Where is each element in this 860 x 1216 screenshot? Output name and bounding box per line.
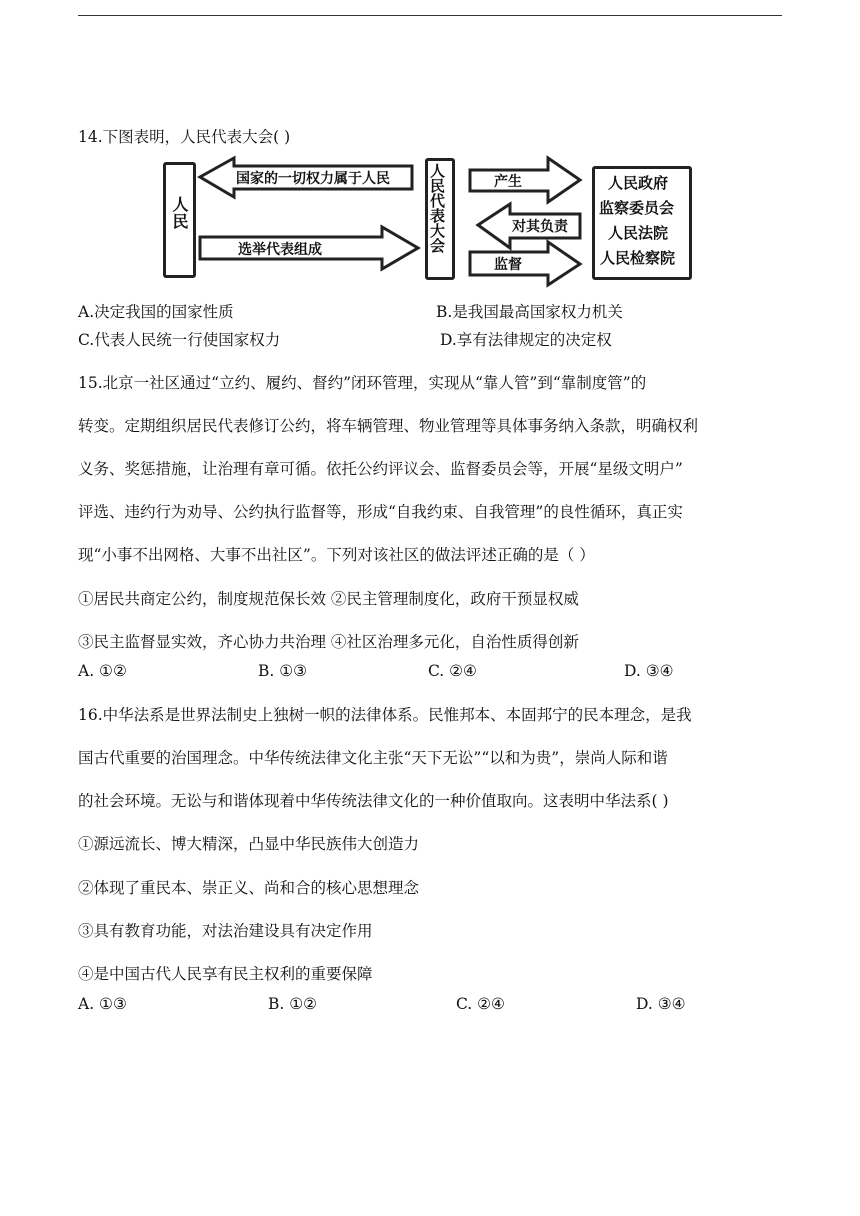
q15-stem-line-3: 义务、奖惩措施，让治理有章可循。依托公约评议会、监督委员会等，开展“星级文明户” [78,460,683,478]
q16-option-d[interactable]: D. ③④ [636,995,686,1013]
q14-option-b[interactable]: B.是我国最高国家权力机关 [436,303,623,321]
organ-supervision: 监察委员会 [599,199,675,217]
people-label: 人民 [170,196,189,230]
q14-option-d[interactable]: D.享有法律规定的决定权 [440,331,612,349]
arrow-bottom-label: 选举代表组成 [238,242,322,258]
q16-item-1: ①源远流长、博大精深，凸显中华民族伟大创造力 [78,835,420,853]
q16-stem-line-2: 国古代重要的治国理念。中华传统法律文化主张“天下无讼”“以和为贵”，崇尚人际和谐 [78,749,668,767]
arrow-supervise [470,242,580,285]
q15-stem-line-4: 评选、违约行为劝导、公约执行监督等，形成“自我约束、自我管理”的良性循环，真正实 [78,503,683,521]
q15-stem-line-5: 现“小事不出网格、大事不出社区”。下列对该社区的做法评述正确的是（ ） [78,546,595,564]
q14-option-c[interactable]: C.代表人民统一行使国家权力 [78,331,281,349]
q16-option-b[interactable]: B. ①② [268,995,318,1013]
supervise-label: 监督 [494,257,522,273]
q14-stem: 14.下图表明，人民代表大会( ) [78,128,291,146]
organ-government: 人民政府 [608,174,669,192]
produce-label: 产生 [494,174,522,190]
responsible-label: 对其负责 [512,219,568,235]
q15-option-d[interactable]: D. ③④ [624,662,674,680]
q15-option-c[interactable]: C. ②④ [428,662,477,680]
q16-stem-line-1: 16.中华法系是世界法制史上独树一帜的法律体系。民惟邦本、本固邦宁的民本理念，是我 [78,706,692,724]
organ-procuratorate: 人民检察院 [600,249,676,267]
q15-option-b[interactable]: B. ①③ [258,662,308,680]
q15-stem-line-1: 15.北京一社区通过“立约、履约、督约”闭环管理，实现从“靠人管”到“靠制度管”的 [78,374,647,392]
q15-option-a[interactable]: A. ①② [78,662,127,680]
q16-item-2: ②体现了重民本、崇正义、尚和合的核心思想理念 [78,879,420,897]
q15-item-row-2: ③民主监督显实效，齐心协力共治理 ④社区治理多元化，自治性质得创新 [78,633,579,651]
q15-item-row-1: ①居民共商定公约，制度规范保长效 ②民主管理制度化，政府干预显权威 [78,590,579,608]
q16-stem-line-3: 的社会环境。无讼与和谐体现着中华传统法律文化的一种价值取向。这表明中华法系( ) [78,792,669,810]
q16-option-a[interactable]: A. ①③ [78,995,127,1013]
congress-label: 人民代表大会 [428,163,446,253]
q15-stem-line-2: 转变。定期组织居民代表修订公约，将车辆管理、物业管理等具体事务纳入条款，明确权利 [78,417,699,435]
arrow-top-label: 国家的一切权力属于人民 [236,171,390,187]
q16-option-c[interactable]: C. ②④ [456,995,505,1013]
q16-item-4: ④是中国古代人民享有民主权利的重要保障 [78,965,373,983]
organ-court: 人民法院 [608,224,669,242]
arrow-produce [470,158,580,202]
q16-item-3: ③具有教育功能，对法治建设具有决定作用 [78,922,373,940]
q14-option-a[interactable]: A.决定我国的国家性质 [78,303,234,321]
